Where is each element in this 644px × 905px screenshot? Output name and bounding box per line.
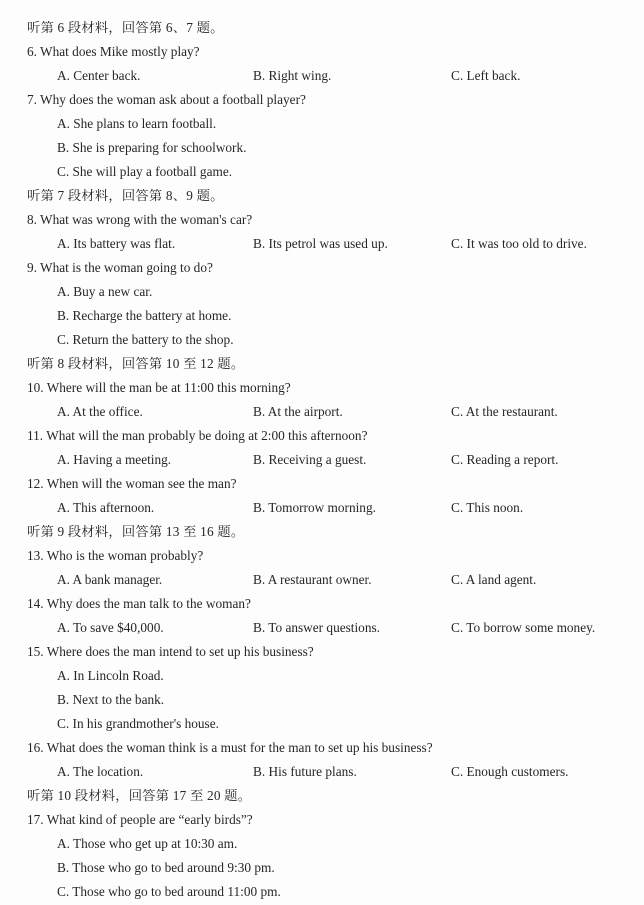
answer-options-row bbox=[27, 232, 627, 256]
answer-option: B. At the airport. bbox=[253, 404, 343, 419]
answer-option: B. To answer questions. bbox=[253, 620, 380, 635]
answer-option: B. Tomorrow morning. bbox=[253, 500, 376, 515]
answer-options-row bbox=[27, 496, 627, 520]
answer-option: A. Those who get up at 10:30 am. bbox=[57, 836, 238, 851]
question-stem: 7. Why does the woman ask about a football player? bbox=[27, 92, 306, 107]
question-stem: 12. When will the woman see the man? bbox=[27, 476, 237, 491]
answer-option: B. Those who go to bed around 9:30 pm. bbox=[57, 860, 275, 875]
answer-option: C. Reading a report. bbox=[451, 452, 559, 467]
answer-option: A. A bank manager. bbox=[57, 572, 163, 587]
question-stem: 11. What will the man probably be doing at 2:00 this afternoon? bbox=[27, 428, 368, 443]
answer-option: B. Receiving a guest. bbox=[253, 452, 367, 467]
question-stem: 17. What kind of people are “early birds”? bbox=[27, 812, 253, 827]
answer-option: A. Center back. bbox=[57, 68, 141, 83]
question-stem: 8. What was wrong with the woman's car? bbox=[27, 212, 253, 227]
answer-option: B. Its petrol was used up. bbox=[253, 236, 388, 251]
question-stem: 14. Why does the man talk to the woman? bbox=[27, 596, 251, 611]
answer-option: C. In his grandmother's house. bbox=[57, 716, 219, 731]
answer-option: A. At the office. bbox=[57, 404, 143, 419]
section-heading: 听第 9 段材料，回答第 13 至 16 题。 bbox=[27, 524, 245, 539]
question-stem: 10. Where will the man be at 11:00 this morning? bbox=[27, 380, 291, 395]
section-heading: 听第 6 段材料，回答第 6、7 题。 bbox=[27, 20, 224, 35]
answer-option: A. The location. bbox=[57, 764, 144, 779]
answer-option: A. Its battery was flat. bbox=[57, 236, 176, 251]
answer-option: A. This afternoon. bbox=[57, 500, 155, 515]
section-heading: 听第 8 段材料，回答第 10 至 12 题。 bbox=[27, 356, 245, 371]
answer-option: C. Those who go to bed around 11:00 pm. bbox=[57, 884, 281, 899]
exam-page bbox=[27, 16, 627, 904]
answer-option: C. Return the battery to the shop. bbox=[57, 332, 234, 347]
question-stem: 15. Where does the man intend to set up his business? bbox=[27, 644, 314, 659]
answer-option: C. At the restaurant. bbox=[451, 404, 558, 419]
answer-options-row bbox=[27, 64, 627, 88]
answer-option: C. Enough customers. bbox=[451, 764, 569, 779]
answer-options-row bbox=[27, 760, 627, 784]
answer-option: C. This noon. bbox=[451, 500, 524, 515]
answer-option: C. A land agent. bbox=[451, 572, 537, 587]
answer-option: A. To save $40,000. bbox=[57, 620, 164, 635]
question-stem: 9. What is the woman going to do? bbox=[27, 260, 213, 275]
answer-option: B. Recharge the battery at home. bbox=[57, 308, 232, 323]
answer-option: C. To borrow some money. bbox=[451, 620, 596, 635]
answer-option: A. In Lincoln Road. bbox=[57, 668, 164, 683]
answer-options-row bbox=[27, 568, 627, 592]
answer-option: B. Right wing. bbox=[253, 68, 332, 83]
answer-option: B. A restaurant owner. bbox=[253, 572, 372, 587]
question-stem: 13. Who is the woman probably? bbox=[27, 548, 204, 563]
answer-option: A. Buy a new car. bbox=[57, 284, 153, 299]
question-stem: 16. What does the woman think is a must for the man to set up his business? bbox=[27, 740, 433, 755]
answer-option: C. She will play a football game. bbox=[57, 164, 233, 179]
section-heading: 听第 7 段材料，回答第 8、9 题。 bbox=[27, 188, 224, 203]
answer-option: A. She plans to learn football. bbox=[57, 116, 217, 131]
answer-option: C. It was too old to drive. bbox=[451, 236, 587, 251]
answer-options-row bbox=[27, 448, 627, 472]
answer-option: B. She is preparing for schoolwork. bbox=[57, 140, 247, 155]
answer-option: A. Having a meeting. bbox=[57, 452, 172, 467]
answer-options-row bbox=[27, 400, 627, 424]
answer-option: C. Left back. bbox=[451, 68, 521, 83]
section-heading: 听第 10 段材料，回答第 17 至 20 题。 bbox=[27, 788, 252, 803]
answer-options-row bbox=[27, 616, 627, 640]
answer-option: B. His future plans. bbox=[253, 764, 357, 779]
answer-option: B. Next to the bank. bbox=[57, 692, 165, 707]
question-stem: 6. What does Mike mostly play? bbox=[27, 44, 200, 59]
